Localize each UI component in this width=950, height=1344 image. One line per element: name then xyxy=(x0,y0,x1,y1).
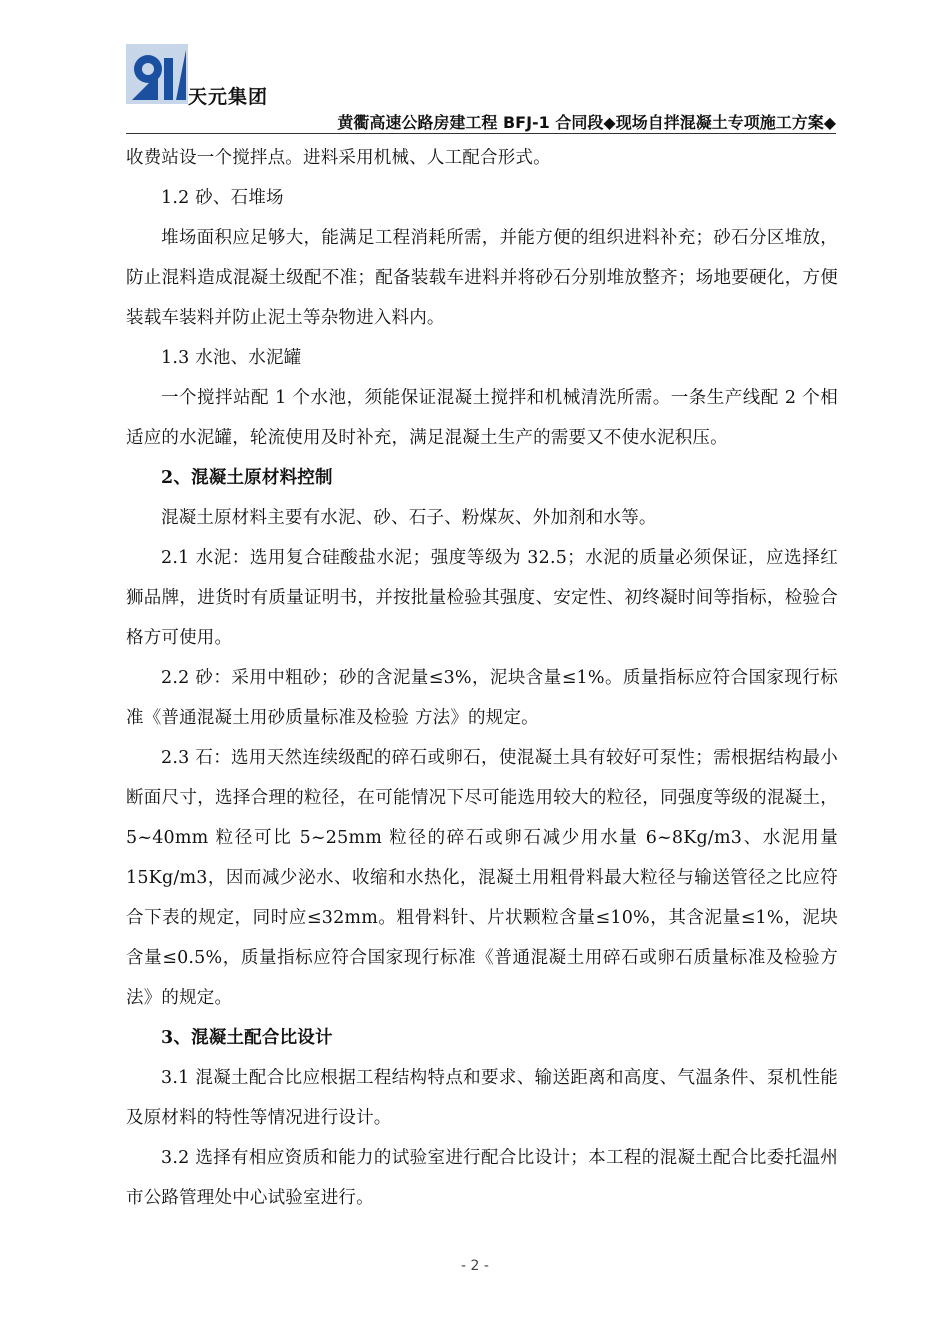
paragraph-stone: 2.3 石：选用天然连续级配的碎石或卵石，使混凝土具有较好可泵性；需根据结构最小断面尺寸，选择合理的粒径，在可能情况下尽可能选用较大的粒径，同强度等级的混凝土，5~40mm 粒径可比 5~25mm 粒径的碎石或卵石减少用水量 6~8Kg/m3、水泥用量 15Kg/m3，因而减少泌水、收缩和水热化，混凝土用粗骨料最大粒径与输送管径之比应符合下表的规定，同时应≤32mm。粗骨料针、片状颗粒含量≤10%，其含泥量≤1%，泥块含量≤0.5%，质量指标应符合国家现行标准《普通混凝土用碎石或卵石质量标准及检验方法》的规定。 xyxy=(126,748,838,1008)
tianyuan-logo-icon xyxy=(126,44,188,104)
document-body xyxy=(126,138,838,1218)
heading-3: 3、混凝土配合比设计 xyxy=(161,1028,333,1048)
paragraph-stockyard: 堆场面积应足够大，能满足工程消耗所需，并能方便的组织进料补充；砂石分区堆放，防止混料造成混凝土级配不准；配备装载车进料并将砂石分别堆放整齐；场地要硬化，方便装载车装料并防止泥土等杂物进入料内。 xyxy=(126,228,838,328)
header-divider xyxy=(126,133,836,134)
paragraph-water-tank: 一个搅拌站配 1 个水池，须能保证混凝土搅拌和机械清洗所需。一条生产线配 2 个相适应的水泥罐，轮流使用及时补充，满足混凝土生产的需要又不使水泥积压。 xyxy=(126,388,838,448)
logo-text: 天元集团 xyxy=(188,86,269,108)
paragraph-mix-design: 3.1 混凝土配合比应根据工程结构特点和要求、输送距离和高度、气温条件、泵机性能及原材料的特性等情况进行设计。 xyxy=(126,1068,838,1128)
paragraph-materials: 混凝土原材料主要有水泥、砂、石子、粉煤灰、外加剂和水等。 xyxy=(161,508,657,528)
document-header-title: 黄衢高速公路房建工程 BFJ-1 合同段◆现场自拌混凝土专项施工方案◆ xyxy=(337,113,836,132)
paragraph-cement: 2.1 水泥：选用复合硅酸盐水泥；强度等级为 32.5；水泥的质量必须保证，应选择红狮品牌，进货时有质量证明书，并按批量检验其强度、安定性、初终凝时间等指标，检验合格方可使用。 xyxy=(126,548,838,648)
heading-1-2: 1.2 砂、石堆场 xyxy=(161,188,284,208)
paragraph-sand: 2.2 砂：采用中粗砂；砂的含泥量≤3%，泥块含量≤1%。质量指标应符合国家现行标准《普通混凝土用砂质量标准及检验 方法》的规定。 xyxy=(126,668,838,728)
heading-1-3: 1.3 水池、水泥罐 xyxy=(161,348,302,368)
company-logo xyxy=(126,44,188,104)
heading-2: 2、混凝土原材料控制 xyxy=(161,468,333,488)
paragraph-lab: 3.2 选择有相应资质和能力的试验室进行配合比设计；本工程的混凝土配合比委托温州市公路管理处中心试验室进行。 xyxy=(126,1148,838,1208)
page-number: - 2 - xyxy=(461,1258,489,1274)
paragraph-intro: 收费站设一个搅拌点。进料采用机械、人工配合形式。 xyxy=(126,148,551,168)
